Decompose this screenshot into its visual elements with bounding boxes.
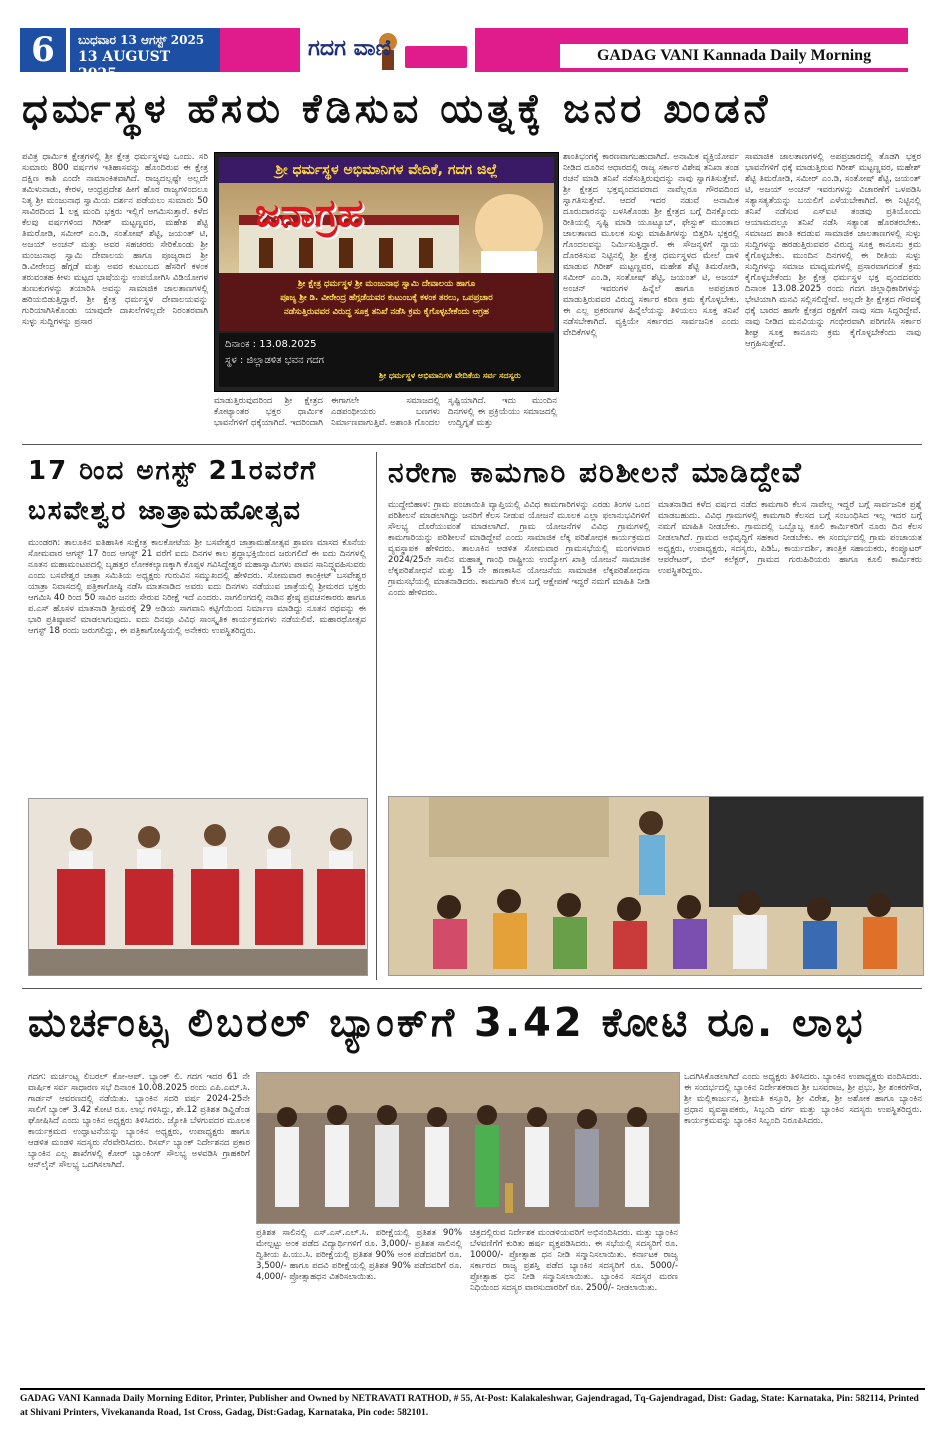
story4-photo <box>256 1072 680 1224</box>
story2-photo <box>28 798 368 976</box>
banner-line-3: ನಡೆಸುತ್ತಿರುವವರ ವಿರುದ್ಧ ಸೂಕ್ತ ತನಿಖೆ ನಡೆಸಿ ಕ್ರಮ ಕೈಗೊಳ್ಳಬೇಕೆಂದು ಆಗ್ರಹ <box>284 307 489 317</box>
story4-headline: ಮರ್ಚಂಟ್ಸ ಲಿಬರಲ್ ಬ್ಯಾಂಕ್‌ಗೆ 3.42 ಕೋಟಿ ರೂ. ಲಾಭ <box>28 1000 866 1046</box>
story4-column-4: ಒದಗಿಸಿಕೊಡಲಾಗಿದೆ ಎಂದು ಅಧ್ಯಕ್ಷರು ತಿಳಿಸಿದರು. ಬ್ಯಾಂಕಿನ ಉಪಾಧ್ಯಕ್ಷರು ವಂದಿಸಿದರು. ಈ ಸಂದರ್ಭದಲ್ಲಿ ಬ್ಯಾಂಕಿನ ನಿರ್ದೇಶಕರಾದ ಶ್ರೀ ಬಸವರಾಜ, ಶ್ರೀ ಪ್ರಭು, ಶ್ರೀ ಶಂಕರಗೌಡ, ಶ್ರೀ ಮಲ್ಲಿಕಾರ್ಜುನ, ಶ್ರೀಮತಿ ಕಸ್ತೂರಿ, ಶ್ರೀ ವಿರೇಶ, ಶ್ರೀ ಅಶೋಕ ಹಾಗೂ ಬ್ಯಾಂಕಿನ ಪ್ರಧಾನ ವ್ಯವಸ್ಥಾಪಕರು, ಸಿಬ್ಬಂದಿ ವರ್ಗ ಮತ್ತು ಬ್ಯಾಂಕಿನ ಸದಸ್ಯರು ಉಪಸ್ಥಿತರಿದ್ದರು. ಕಾರ್ಯಕ್ರಮವನ್ನು ಬ್ಯಾಂಕಿನ ಸಿಬ್ಬಂದಿ ನಿರೂಪಿಸಿದರು. <box>684 1072 922 1126</box>
janagraha-banner <box>214 152 559 392</box>
date-kannada: ಬುಧವಾರ 13 ಆಗಸ್ಟ್ 2025 <box>78 33 205 47</box>
story2-headline-line1: 17 ರಿಂದ ಅಗಸ್ಟ್ 21ರವರೆಗೆ <box>28 456 318 486</box>
story4-photo-graphic <box>257 1073 679 1223</box>
story3-headline: ನರೇಗಾ ಕಾಮಗಾರಿ ಪರಿಶೀಲನೆ ಮಾಡಿದ್ದೇವೆ <box>388 456 803 489</box>
newspaper-logo <box>300 28 475 72</box>
section-divider-2 <box>22 988 922 989</box>
date-box <box>70 28 220 82</box>
story3-photo <box>388 796 924 976</box>
banner-date: ದಿನಾಂಕ : 13.08.2025 <box>225 339 317 350</box>
logo-text: ಗದಗ ವಾಣಿ <box>308 36 392 61</box>
banner-line-2: ಪೂಜ್ಯ ಶ್ರೀ ಡಿ. ವೀರೇಂದ್ರ ಹೆಗ್ಗಡೆಯವರ ಕುಟುಂಬಕ್ಕೆ ಕಳಂಕ ತರಲು, ಒಪಪ್ರಚಾರ <box>280 293 493 303</box>
section-divider-1 <box>22 444 922 445</box>
footer-rule <box>20 1388 925 1390</box>
banner-line-1: ಶ್ರೀ ಕ್ಷೇತ್ರ ಧರ್ಮಸ್ಥಳ ಶ್ರೀ ಮಂಜುನಾಥ ಸ್ವಾಮಿ ದೇವಾಲಯ ಹಾಗೂ <box>297 279 476 289</box>
banner-place: ಸ್ಥಳ : ಜಿಲ್ಲಾಡಳಿತ ಭವನ ಗದಗ <box>225 355 324 366</box>
banner-top-line: ಶ್ರೀ ಧರ್ಮಸ್ಥಳ ಅಭಿಮಾನಿಗಳ ವೇದಿಕೆ, ಗದಗ ಜಿಲ್ಲೆ <box>219 157 554 183</box>
paper-name: GADAG VANI Kannada Daily Morning <box>560 44 908 68</box>
story3-column-2: ಮಾತನಾಡಿದ ಕಳೆದ ವರ್ಷದ ನಡೆದ ಕಾಮಗಾರಿ ಕೆಲಸ ನಾವೇಲ್ಲ ಇದ್ದರೆ ಬಗ್ಗೆ ಸಾರ್ವಜನಿಕ ಪ್ರಶ್ನೆ ಮಾಡಬಹುದು. ವಿವಿಧ ಗ್ರಾಮಗಳಲ್ಲಿ ಕಾಮಗಾರಿ ಕೆಲಸದ ಬಗ್ಗೆ ಸಂಬಂಧಿಸಿದ ಇಲ್ಲ ಇದರ ಬಗ್ಗೆ ನಮಗೆ ಮಾಹಿತಿ ನೀಡಬೇಕು. ಗ್ರಾಮದಲ್ಲಿ ಒಬ್ಬೊಬ್ಬ ಕೂಲಿ ಕಾರ್ಮಿಕರಿಗೆ ನೂರು ದಿನ ಕೆಲಸ ನೀಡಲಾಗಿದೆ. ಗ್ರಾಮದ ಅಭಿವೃದ್ಧಿಗೆ ಸಹಕಾರ ನೀಡಬೇಕು. ಈ ಸಂದರ್ಭದಲ್ಲಿ ಗ್ರಾಮ ಪಂಚಾಯತ ಅಧ್ಯಕ್ಷರು, ಉಪಾಧ್ಯಕ್ಷರು, ಸದಸ್ಯರು, ಪಿಡಿಓ, ಕಾರ್ಯದರ್ಶಿ, ತಾಂತ್ರಿಕ ಸಹಾಯಕರು, ಕಂಪ್ಯೂಟರ್ ಆಪರೇಟರ್, ಬಿಲ್ ಕಲೆಕ್ಟರ್, ಗ್ರಾಮದ ಗುರುಹಿರಿಯರು ಹಾಗೂ ಕೂಲಿ ಕಾರ್ಮಿಕರು ಉಪಸ್ಥಿತರಿದ್ದರು. <box>658 500 922 576</box>
story1-headline: ಧರ್ಮಸ್ಥಳ ಹೆಸರು ಕೆಡಿಸುವ ಯತ್ನಕ್ಕೆ ಜನರ ಖಂಡನೆ <box>22 86 772 132</box>
story3-photo-graphic <box>389 797 923 975</box>
story2-body: ಮುಂಡರಗಿ: ತಾಲೂಕಿನ ಐತಿಹಾಸಿಕ ಸುಕ್ಷೇತ್ರ ಕಾಲಕೋಟೆಯ ಶ್ರೀ ಬಸವೇಶ್ವರ ಜಾತ್ರಾಮಹೋತ್ಸವ ಶ್ರಾವಣ ಮಾಸದ ಕೊನೆಯ ಸೋಮವಾರ ಆಗಸ್ಟ್ 17 ರಿಂದ ಆಗಸ್ಟ್ 21 ವರೆಗೆ ಐದು ದಿನಗಳ ಕಾಲ ಶ್ರದ್ಧಾಭಕ್ತಿಯಿಂದ ಜರುಗಲಿದೆ ಈ ಐದು ದಿನಗಳಲ್ಲಿ ನೂತನ ಮಹಾಮಂಟಪದಲ್ಲಿ ಬೃಹತ್ತರ ಲೋಕಕಲ್ಯಾಣಕ್ಕಾಗಿ ಕೊಪ್ಪಳ ಗವಿಸಿದ್ಧೇಶ್ವರ ಮಹಾಸ್ವಾಮಿಗಳು ಪಾವನ ಸಾನಿದ್ಧ್ಯವಹಿಸುವರು ಎಂದು ಬಸವೇಶ್ವರ ಜಾತ್ರಾ ಸಮಿತಿಯ ಅಧ್ಯಕ್ಷರು ಗುರುವಿನ ಸಮ್ಮುಖದಲ್ಲಿ ಹೇಳಿದರು. ಸೋಮವಾರ ಕಾಂಕ್ರೀಟ್ ಬಸವೇಶ್ವರ ಯಾತ್ರಾ ನಿವಾಸದಲ್ಲಿ ಪತ್ರಿಕಾಗೋಷ್ಠಿ ನಡೆಸಿ ಮಾತನಾಡಿದ ಅವರು ಐದು ದಿನಗಳು ನಡೆಯುವ ಜಾತ್ರೆಯಲ್ಲಿ ಶ್ರೀಮಠದ ಭಕ್ತರು ಆಗಮಿಸಿ 40 ರಿಂದ 50 ಸಾವಿರ ಜನರು ಸೇರುವ ನಿರೀಕ್ಷೆ ಇದೆ ಎಂದರು. ನಾಗಲಿಂಗದಲ್ಲಿ ನಾಡಿನ ಶ್ರೇಷ್ಠ ಪ್ರವಚನಕಾರರು ಹಾಗೂ ಪ.ಎಸ್ ಹೊಸಳ ಮಾತನಾಡಿ ಶ್ರೀಮಠಕ್ಕೆ 29 ಅಡಿಯ ಸಾಗವಾನಿ ಕಟ್ಟಿಗೆಯಿಂದ ನಿರ್ಮಾಣ ಮಾಡಿದ್ದು ನೂತನ ರಥವನ್ನು ಈ ಭಾರಿ ಪ್ರತಿಷ್ಠಾಪನೆ ಮಾಡಲಾಗುವುದು. ಐದು ದಿನವೂ ವಿವಿಧ ಸಾಂಸ್ಕೃತಿಕ ಕಾರ್ಯಕ್ರಮಗಳು ನಡೆಯಲಿವೆ. ಮಹಾರಥೋತ್ಸವ ಆಗಸ್ಟ್ 18 ರಂದು ಜರುಗಲಿದ್ದು, ಈ ಪತ್ರಿಕಾಗೋಷ್ಠಿಯಲ್ಲಿ ಅನೇಕರು ಉಪಸ್ಥಿತರಿದ್ದರು. <box>28 538 366 636</box>
banner-title: ಜನಾಗ್ರಹ <box>255 191 364 235</box>
banner-message <box>219 273 554 331</box>
story1-below-banner: ಮಾಡುತ್ತಿರುವುದರಿಂದ ಶ್ರೀ ಕ್ಷೇತ್ರದ ಕೋಟ್ಯಾಂತರ ಭಕ್ತರ ಧಾರ್ಮಿಕ ಭಾವನೆಗಳಿಗೆ ಧಕ್ಕೆಯಾಗಿದೆ. ಇದರಿಂದಾಗಿ ಈಗಾಗಲೇ ಸಮಾಜದಲ್ಲಿ ಎಡಪಂಥೀಯರು ಬಣಗಳು ನಿರ್ಮಾಣವಾಗುತ್ತಿವೆ. ಅಶಾಂತಿ ಗೊಂದಲ ಸೃಷ್ಟಿಯಾಗಿದೆ. ಇದು ಮುಂದಿನ ದಿನಗಳಲ್ಲಿ ಈ ಪ್ರಕ್ರಿಯೆಯು ಸಮಾಜದಲ್ಲಿ ಉದ್ವಿಗ್ನತೆ ಮತ್ತು <box>214 396 557 428</box>
story4-column-2: ಪ್ರತಿಶತ ಸಾಲಿನಲ್ಲಿ ಎಸ್.ಎಸ್.ಎಲ್.ಸಿ. ಪರೀಕ್ಷೆಯಲ್ಲಿ ಪ್ರತಿಶತ 90% ಮೇಲ್ಪಟ್ಟು ಅಂಕ ಪಡೆದ ವಿದ್ಯಾರ್ಥಿಗಳಿಗೆ ರೂ. 3,000/- ಪ್ರತಿಶತ ಸಾಲಿನಲ್ಲಿ ದ್ವಿತೀಯ ಪಿ.ಯು.ಸಿ. ಪರೀಕ್ಷೆಯಲ್ಲಿ ಪ್ರತಿಶತ 90% ಅಂಕ ಪಡೆದವರಿಗೆ ರೂ. 3,500/- ಹಾಗೂ ಪದವಿ ಪರೀಕ್ಷೆಯಲ್ಲಿ ಪ್ರತಿಶತ 90% ಪಡೆದವರಿಗೆ ರೂ. 4,000/- ಪ್ರೋತ್ಸಾಹಧನ ವಿತರಿಸಲಾಯಿತು. <box>256 1228 462 1282</box>
date-english: 13 AUGUST 2025 <box>78 49 171 82</box>
story3-column-1: ಮುದ್ದೇಬಿಹಾಳ: ಗ್ರಾಮ ಪಂಚಾಯಿತಿ ವ್ಯಾಪ್ತಿಯಲ್ಲಿ ವಿವಿಧ ಕಾಮಗಾರಿಗಳನ್ನು ಎರಡು ತಿಂಗಳ ಒಂದ ಪರಿಶೀಲನೆ ಮಾಡಲಾಗಿದ್ದು ಜನರಿಗೆ ಕೆಲಸ ನೀಡುವ ಯೋಜನೆ ಮೂಲಕ ಎಲ್ಲಾ ಫಲಾನುಭವಿಗಳಿಗೆ ಸೌಲಭ್ಯ ದೊರೆಯುವಂತೆ ಮಾಡಲಾಗಿದೆ. ಗ್ರಾಮ ಯೋಜನೆಗಳ ವಿವಿಧ ಗ್ರಾಮಗಳಲ್ಲಿ ಕಾಮಗಾರಿಯನ್ನು ಪರಿಶೀಲನೆ ಮಾಡಿದ್ದೇವೆ ಎಂದು ಸಾಮಾಜಿಕ ಲೆಕ್ಕ ಪರಿಶೋಧಕ ಕಾರ್ಯಕ್ರಮದ ವ್ಯವಸ್ಥಾಪಕ ಹೇಳಿದರು. ತಾಲೂಕಿನ ಆಡಳಿತ ಸೋಮವಾರ ಗ್ರಾಮಸಭೆಯಲ್ಲಿ ಮಂಗಳವಾರ 2024/25ನೇ ಸಾಲಿನ ಮಹಾತ್ಮ ಗಾಂಧಿ ರಾಷ್ಟ್ರೀಯ ಉದ್ಯೋಗ ಖಾತ್ರಿ ಯೋಜನೆ ಸಾಮಾಜಿಕ ಲೆಕ್ಕಪರಿಶೋಧನೆ ಮತ್ತು 15 ನೇ ಹಣಕಾಸಿನ ಯೋಜನೆಯ ಸಾಮಾಜಿಕ ಲೆಕ್ಕಪರಿಶೋಧನಾ ಗ್ರಾಮಸಭೆಯಲ್ಲಿ ಮಾತನಾಡಿದರು. ಕಾಮಗಾರಿ ಕೆಲಸ ಬಗ್ಗೆ ಆಕ್ಷೇಪಣೆ ಇದ್ದರೆ ನಮಗೆ ಮಾಹಿತಿ ನೀಡಿ ಎಂದು ಹೇಳಿದರು. <box>388 500 650 598</box>
page-number: 6 <box>20 28 66 72</box>
story2-photo-graphic <box>29 799 367 975</box>
story4-column-1: ಗದಗ: ಮರ್ಚಂಟ್ಸ ಲಿಬರಲ್ ಕೋ-ಆಪ್. ಬ್ಯಾಂಕ್ ಲಿ. ಗದಗ ಇದರ 61 ನೇ ವಾರ್ಷಿಕ ಸರ್ವ ಸಾಧಾರಣ ಸಭೆ ದಿನಾಂಕ 10.08.2025 ರಂದು ಎಪಿ.ಎಮ್.ಸಿ. ಗಾರ್ಡನ್ ಆವರಣದಲ್ಲಿ ನಡೆಯಿತು. ಬ್ಯಾಂಕಿನ ಸದರಿ ವರ್ಷ 2024-25ನೇ ಸಾಲಿಗೆ ಬ್ಯಾಂಕ್ 3.42 ಕೋಟಿ ರೂ. ಲಾಭ ಗಳಿಸಿದ್ದು, ಶೇ.12 ಪ್ರತಿಶತ ಡಿವ್ಹಿಡೆಂಡ ಘೋಷಿಸಿದೆ ಎಂದು ಬ್ಯಾಂಕಿನ ಅಧ್ಯಕ್ಷರು ತಿಳಿಸಿದರು. ಜ್ಯೋತಿ ಬೆಳಗುವದರ ಮೂಲಕ ಕಾರ್ಯಕ್ರಮದ ಉದ್ಘಾಟನೆಯನ್ನು ಬ್ಯಾಂಕಿನ ಅಧ್ಯಕ್ಷರು, ಉಪಾಧ್ಯಕ್ಷರು ಹಾಗೂ ಆಡಳಿತ ಮಂಡಳಿ ಸದಸ್ಯರು ನೆರವೇರಿಸಿದರು. ರಿಸರ್ವ್ ಬ್ಯಾಂಕ್ ನಿರ್ದೇಶನದ ಪ್ರಕಾರ ಬ್ಯಾಂಕಿನ ಎಲ್ಲ ಶಾಖೆಗಳಲ್ಲಿ ಕೋರ್ ಬ್ಯಾಂಕಿಂಗ್ ಸೌಲಭ್ಯ ಅಳವಡಿಸಿ ಗ್ರಾಹಕರಿಗೆ ಆನ್‌ಲೈನ್ ಸೌಲಭ್ಯ ಒದಗಿಸಲಾಗಿದೆ. <box>28 1072 250 1170</box>
story1-column-1: ಪವಿತ್ರ ಧಾರ್ಮಿಕ ಕ್ಷೇತ್ರಗಳಲ್ಲಿ ಶ್ರೀ ಕ್ಷೇತ್ರ ಧರ್ಮಸ್ಥಳವು ಒಂದು. ಸರಿ ಸುಮಾರು 800 ವರ್ಷಗಳ ಇತಿಹಾಸವನ್ನು ಹೊಂದಿರುವ ಈ ಕ್ಷೇತ್ರ ದಕ್ಷಿಣ ಕಾಶಿ ಎಂದೇ ನಾಮಾಂಕಿತವಾಗಿದೆ. ರಾಜ್ಯದಲ್ಲಷ್ಟೇ ಅಲ್ಲದೇ ತಮಿಳುನಾಡು, ಕೇರಳ, ಆಂಧ್ರಪ್ರದೇಶ ಹೀಗೆ ಹೊರ ರಾಜ್ಯಗಳಿಂದಲೂ ನಿತ್ಯ ಶ್ರೀ ಮಂಜುನಾಥ ಸ್ವಾಮಿಯ ದರ್ಶನ ಪಡೆಯಲು ಸುಮಾರು 50 ಸಾವಿರದಿಂದ 1 ಲಕ್ಷ ಮಂದಿ ಭಕ್ತರು ಇಲ್ಲಿಗೆ ಆಗಮಿಸುತ್ತಾರೆ. ಕಳೆದ ಕೆಲವು ವರ್ಷಗಳಿಂದ ಗಿರೀಶ್ ಮಟ್ಟಣ್ಣವರ, ಮಹೇಶ ಶೆಟ್ಟಿ ತಿಮರೋಡಿ, ಸಮೀರ್ ಎಂ.ಡಿ, ಸಂತೋಷ್ ಶೆಟ್ಟಿ, ಜಯಂತ್ ಟಿ, ಅಜಯ್ ಅಂಚನ್ ಮತ್ತು ಅವರ ಸಹಚರರು ಸೇರಿಕೊಂಡು ಶ್ರೀ ಮಂಜುನಾಥ ಸ್ವಾಮಿ ದೇವಾಲಯ ಹಾಗೂ ಪೂಜ್ಯರಾದ ಶ್ರೀ ಡಿ.ವೀರೇಂದ್ರ ಹೆಗ್ಗಡೆ ಮತ್ತು ಅವರ ಕುಟುಂಬದ ಹೆಸರಿಗೆ ಕಳಂಕ ತರುವಂತಹ ಕೀಳು ಮಟ್ಟದ ಭಾಷೆಯನ್ನು ಉಪಯೋಗಿಸಿ ವಿಡಿಯೋಗಳ ತುಣುಕುಗಳನ್ನು ತಯಾರಿಸಿ ಅವನ್ನು ಸಾಮಾಜಿಕ ಜಾಲತಾಣಗಳಲ್ಲಿ ಹರಿಯಬಿಡುತ್ತಿದ್ದಾರೆ. ಶ್ರೀ ಕ್ಷೇತ್ರ ಧರ್ಮಸ್ಥಳ ದೇವಾಲಯವನ್ನು ಗುರಿಯಾಗಿಸಿಕೊಂಡು ಯಾವುದೇ ದಾಖಲೆಗಳಿಲ್ಲದೇ ನಿರಂತರವಾಗಿ ಸುಳ್ಳು ಸುದ್ದಿಗಳನ್ನು ಪ್ರಸಾರ <box>22 152 208 327</box>
story4-column-3: ಚಿತ್ರದಲ್ಲಿರುವ ನಿರ್ದೇಶಕ ಮಂಡಳಿಯವರಿಗೆ ಅಭಿನಂದಿಸಿದರು. ಮತ್ತು ಬ್ಯಾಂಕಿನ ಬೆಳವಣಿಗೆಗೆ ಕುರಿತು ಹರ್ಷ ವ್ಯಕ್ತಪಡಿಸಿದರು. ಈ ಸಭೆಯಲ್ಲಿ ಸದಸ್ಯರಿಗೆ ರೂ. 10000/- ಪ್ರೋತ್ಸಾಹ ಧನ ನೀಡಿ ಸನ್ಮಾನಿಸಲಾಯಿತು. ಕರ್ನಾಟಕ ರಾಜ್ಯ ಸರ್ಕಾರದ ರಾಜ್ಯ ಪ್ರಶಸ್ತಿ ಪಡೆದ ಬ್ಯಾಂಕಿನ ಸದಸ್ಯರಿಗೆ ರೂ. 5000/- ಪ್ರೋತ್ಸಾಹ ಧನ ನೀಡಿ ಸನ್ಮಾನಿಸಲಾಯಿತು. ಬ್ಯಾಂಕಿನ ಸದಸ್ಯರ ಮರಣ ನಿಧಿಯಿಂದ ಸದಸ್ಯರ ವಾರಸುದಾರರಿಗೆ ರೂ. 2500/- ನೀಡಲಾಯಿತು. <box>470 1228 678 1293</box>
banner-footer <box>219 333 554 387</box>
banner-organizer: ಶ್ರೀ ಧರ್ಮಸ್ಥಳ ಅಭಿಮಾನಿಗಳ ವೇದಿಕೆಯ ಸರ್ವ ಸದಸ್ಯರು <box>379 371 521 380</box>
story1-column-4: ಸಾಮಾಜಿಕ ಜಾಲತಾಣಗಳಲ್ಲಿ ಅಪಪ್ರಚಾರದಲ್ಲಿ ತೊಡಗಿ ಭಕ್ತರ ಭಾವನೆಗಳಿಗೆ ಧಕ್ಕೆ ಮಾಡುತ್ತಿರುವ ಗಿರೀಶ್ ಮಟ್ಟಣ್ಣವರ, ಮಹೇಶ್ ಶೆಟ್ಟಿ ತಿಮರೋಡಿ, ಸಮೀರ್ ಎಂ.ಡಿ, ಸಂತೋಷ್ ಶೆಟ್ಟಿ, ಜಯಂತ್ ಟಿ, ಅಜಯ್ ಅಂಚನ್ ಇವರುಗಳನ್ನು ವಿಚಾರಣೆಗೆ ಒಳಪಡಿಸಿ ಸತ್ಯಾಸತ್ಯತೆಯನ್ನು ಬಯಲಿಗೆ ಎಳೆಯಬೇಕಾಗಿದೆ. ಈ ನಿಟ್ಟಿನಲ್ಲಿ ತನಿಖೆ ನಡೆಸುವ ಎಸ್ಐಟಿ ತಂಡವು ಪ್ರತಿಯೊಂದು ಆಯಾಮದಲ್ಲೂ ತನಿಖೆ ನಡೆಸಿ ಸತ್ಯಾಂಶ ಹೊರತರಬೇಕು. ಸಮಾಜದ ಶಾಂತಿ ಕದಡುವ ಸಾಮಾಜಿಕ ಜಾಲತಾಣಗಳಲ್ಲಿ ಸುಳ್ಳು ಸುದ್ದಿಗಳನ್ನು ಹರಡುತ್ತಿರುವವರ ವಿರುದ್ಧ ಸೂಕ್ತ ಕಾನೂನು ಕ್ರಮ ಕೈಗೊಳ್ಳಬೇಕು. ಮುಂದಿನ ದಿನಗಳಲ್ಲಿ ಈ ರೀತಿಯ ಸುಳ್ಳು ಸುದ್ದಿಗಳನ್ನು ಸಮಾಜ ಮಾಧ್ಯಮಗಳಲ್ಲಿ ಪ್ರಸಾರವಾಗದಂತೆ ಕ್ರಮ ಕೈಗೊಳ್ಳಬೇಕೆಂದು ಶ್ರೀ ಕ್ಷೇತ್ರ ಧರ್ಮಸ್ಥಳ ಭಕ್ತ ವೃಂದದವರು ದಿನಾಂಕ 13.08.2025 ರಂದು ಗದಗ ಜಿಲ್ಲಾಧಿಕಾರಿಗಳನ್ನು ಭೇಟಿಯಾಗಿ ಮನವಿ ಸಲ್ಲಿಸಲಿದ್ದೇವೆ. ಅಲ್ಲದೇ ಶ್ರೀ ಕ್ಷೇತ್ರದ ಗೌರವಕ್ಕೆ ಧಕ್ಕೆ ಬಾರದ ಹಾಗೇ ಕ್ಷೇತ್ರದ ರಕ್ಷಣೆಗೆ ನಾವು ಸದಾ ಸಿದ್ಧರಿದ್ದೇವೆ. ನಾವು ನೀಡಿದ ಮನವಿಯನ್ನು ಗಂಭೀರವಾಗಿ ಪರಿಗಣಿಸಿ ಸರ್ಕಾರ ಶೀಘ್ರ ಸೂಕ್ತ ಕಾನೂನು ಕ್ರಮ ಕೈಗೊಳ್ಳಬೇಕೆಂದು ನಾವು ಆಗ್ರಹಿಸುತ್ತೇವೆ. <box>745 152 921 349</box>
imprint-footer: GADAG VANI Kannada Daily Morning Editor, Printer, Publisher and Owned by NETRAVATI RATHOD, # 55, At-Post: Kalakaleshwar, Gajendragad, Tq-Gajendragad, Dist: Gadag, State: Karnataka, Pin: 582114, Printed at Shivani Printers, Vivekananda Road, 1st Cross, Gadag, Dist:Gadag, Karnataka, Pin code: 582101. <box>20 1394 919 1418</box>
column-divider <box>376 452 377 980</box>
story1-column-3: ಶಾಂತಿಭಂಗಕ್ಕೆ ಕಾರಣವಾಗಬಹುದಾಗಿದೆ. ಅನಾಮಿಕ ವ್ಯಕ್ತಿಯೋರ್ವ ನೀಡಿದ ದೂರಿನ ಆಧಾರದಲ್ಲಿ ರಾಜ್ಯ ಸರ್ಕಾರ ವಿಶೇಷ ತನಿಖಾ ತಂಡ ರಚನೆ ಮಾಡಿ ತನಿಖೆ ನಡೆಸುತ್ತಿರುವುದನ್ನು ನಾವು ಸ್ವಾಗತಿಸುತ್ತೇವೆ. ಶ್ರೀ ಕ್ಷೇತ್ರದ ಭಕ್ತವೃಂದದವರಾದ ನಾವೆಲ್ಲರೂ ಗೌರವದಿಂದ ಸ್ವಾಗತಿಸುತ್ತೇವೆ. ಆದರೆ ಇದರ ನಡುವೆ ಅನಾಮಿಕ ದೂರುದಾರನನ್ನು ಬಳಸಿಕೊಂಡು ಶ್ರೀ ಕ್ಷೇತ್ರದ ಬಗ್ಗೆ ದಿನಕ್ಕೊಂದು ರೀತಿಯಲ್ಲಿ ಸೃಷ್ಟಿ ಮಾಡಿ ಯೂಟ್ಯೂಬ್, ಫೇಸ್ಬುಕ್ ಮುಂತಾದ ಜಾಲತಾಣದ ಮೂಲಕ ಸುಳ್ಳು ಮಾಹಿತಿಗಳನ್ನು ಬಿತ್ತರಿಸಿ ಭಕ್ತರಲ್ಲಿ ಗೊಂದಲವನ್ನು ನಿರ್ಮಿಸುತ್ತಿದ್ದಾರೆ. ಈ ಸೌಜನ್ಯಳಿಗೆ ನ್ಯಾಯ ದೊರಕಿಸುವ ನಿಟ್ಟಿನಲ್ಲಿ ಶ್ರೀ ಕ್ಷೇತ್ರ ಧರ್ಮಸ್ಥಳದ ಮೇಲೆ ದಾಳಿ ಮಾಡುವ ಗಿರೀಶ್ ಮಟ್ಟಣ್ಣವರ, ಮಹೇಶ ಶೆಟ್ಟಿ ತಿಮರೋಡಿ, ಸಮೀರ್ ಎಂ.ಡಿ, ಸಂತೋಷ್ ಶೆಟ್ಟಿ, ಜಯಂತ್ ಟಿ, ಅಜಯ್ ಅಂಚನ್ ಇವರುಗಳ ಹಿನ್ನೆಲೆ ಹಾಗೂ ಅಪಪ್ರಚಾರ ಮಾಡುತ್ತಿರುವವರ ವಿರುದ್ಧ ಸರ್ಕಾರ ಕಠಿಣ ಕ್ರಮ ಕೈಗೊಳ್ಳಬೇಕು. ಈ ಎಲ್ಲ ಪ್ರಕರಣಗಳ ಹಿನ್ನೆಲೆಯನ್ನು ತಿಳಿಯಲು ಸೂಕ್ತ ತನಿಖೆ ನಡೆಸಬೇಕಾಗಿದೆ. ವ್ಯಕ್ತಿಯೇ ಸರ್ಕಾರದ ಸಾರ್ವಜನಿಕ ಎಂದು ವೇದಿಕೆಗಳಲ್ಲಿ <box>563 152 739 338</box>
masthead-bar-left <box>220 28 300 72</box>
story2-headline-line2: ಬಸವೇಶ್ವರ ಜಾತ್ರಾಮಹೋತ್ಸವ <box>28 496 302 526</box>
